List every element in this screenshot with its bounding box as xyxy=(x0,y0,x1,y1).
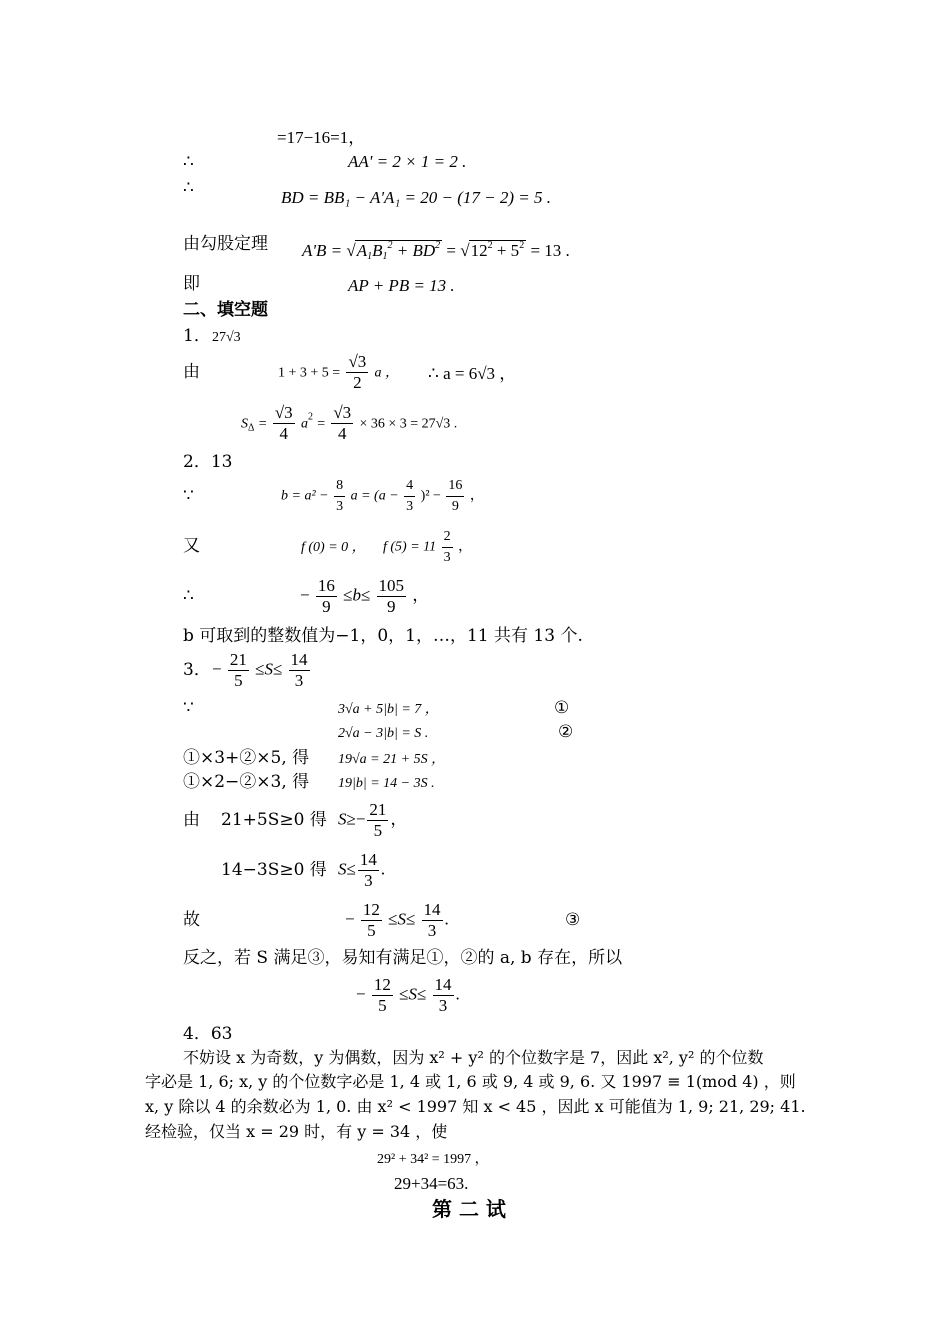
math-text: 1 + 3 + 5 = xyxy=(278,365,341,381)
fraction: $\frac{√3}{4}$ xyxy=(333,403,352,443)
math-text: a = (a − xyxy=(350,488,399,504)
equation-line: f (5) = 11 $\frac{2}{3}$ ， xyxy=(383,529,473,565)
question-number: 2．13 xyxy=(183,452,233,472)
math-text: = xyxy=(446,241,456,260)
equation-line: AA' = 2 × 1 = 2 . xyxy=(348,152,467,171)
paragraph: 不妨设 x 为奇数，y 为偶数，因为 x² + y² 的个位数字是 7，因此 x², y² 的个位数 xyxy=(183,1048,764,1067)
text-label: 即 xyxy=(183,274,200,294)
equation-line: S≥− $\frac{21}{5}$ ， xyxy=(338,800,408,840)
equation-line: − $\frac{12}{5}$ ≤S≤ $\frac{14}{3}$ . xyxy=(356,975,460,1015)
equation-line: 2√a − 3|b| = S . xyxy=(338,726,429,741)
equation-line: f (0) = 0 ， xyxy=(301,540,366,555)
text-label: 由 xyxy=(183,810,200,830)
math-text: = 13 . xyxy=(530,241,570,260)
equation-line: S≤ $\frac{14}{3}$ . xyxy=(338,850,386,890)
text-label: ①×3+②×5, 得 xyxy=(183,748,310,768)
sqrt-expr: $12^2 + 5^2$ xyxy=(470,240,525,260)
condition-text: 21+5S≥0 得 xyxy=(221,810,327,830)
equation-line: $A'B = √A_1B_1^2 + BD^2 = √12^2 + 5^2 = 13$ . xyxy=(302,240,570,262)
text-label: 又 xyxy=(183,536,200,556)
equation-line: b = a² − $\frac{8}{3}$ a = (a − $\frac{4}{3}$ )² − $\frac{16}{9}$ ， xyxy=(281,478,484,514)
equation-line: ∴ a = 6√3 ， xyxy=(428,364,517,383)
question-number: 4．63 xyxy=(183,1024,233,1044)
equation-line: − $\frac{16}{9}$ ≤b≤ $\frac{105}{9}$ ， xyxy=(300,576,430,616)
math-text: b = a² − xyxy=(281,488,329,504)
text-label: 由勾股定理 xyxy=(183,234,268,254)
equation-line: BD = BB₁ − A'A₁ = 20 − (17 − 2) = 5 . xyxy=(281,188,551,207)
paragraph: b 可取到的整数值为−1，0，1，…，11 共有 13 个. xyxy=(183,626,583,646)
equation-line: − $\frac{12}{5}$ ≤S≤ $\frac{14}{3}$ . xyxy=(345,900,449,940)
question-number: 1． xyxy=(183,326,211,346)
because-symbol: ∵ xyxy=(183,486,194,506)
therefore-symbol: ∴ xyxy=(183,178,194,198)
equation-line: 19|b| = 14 − 3S . xyxy=(338,776,435,791)
math-text: A'B = xyxy=(302,241,343,260)
therefore-symbol: ∴ xyxy=(183,586,194,606)
equation-line: AP + PB = 13 . xyxy=(348,276,455,295)
text-label: ①×2−②×3, 得 xyxy=(183,772,310,792)
math-text: )² − xyxy=(420,488,441,504)
therefore-symbol: ∴ xyxy=(183,152,194,172)
answer-text: 27√3 xyxy=(212,330,241,345)
part-heading: 第 二 试 xyxy=(432,1197,506,1221)
equation-line: =17−16=1， xyxy=(277,128,366,147)
fraction: $\frac{√3}{4}$ xyxy=(274,403,293,443)
condition-text: 14−3S≥0 得 xyxy=(221,860,327,880)
sqrt-expr: $A_1B_1^2 + BD^2$ xyxy=(356,240,441,262)
equation-line: 29+34=63. xyxy=(394,1174,469,1193)
math-text: ， xyxy=(412,585,430,605)
math-text: a ， xyxy=(374,365,400,381)
circled-number: ③ xyxy=(565,910,581,930)
section-heading: 二、填空题 xyxy=(183,300,268,320)
paragraph: 经检验，仅当 x = 29 时，有 y = 34 ，使 xyxy=(145,1122,448,1141)
answer-text: − $\frac{21}{5}$ ≤S≤ $\frac{14}{3}$ xyxy=(212,650,308,690)
circled-number: ② xyxy=(558,722,574,742)
text-label: 由 xyxy=(183,362,200,382)
math-text: f (5) = 11 xyxy=(383,539,437,555)
circled-number: ① xyxy=(554,698,570,718)
math-text: × 36 × 3 = 27√3 . xyxy=(359,416,458,432)
question-number: 3． xyxy=(183,660,211,680)
equation-line: 19√a = 21 + 5S ， xyxy=(338,752,446,767)
equation-line xyxy=(278,352,399,393)
paragraph: 字必是 1, 6; x, y 的个位数字必是 1, 4 或 1, 6 或 9, 4 或 9, 6. 又 1997 ≡ 1(mod 4) ，则 xyxy=(145,1072,796,1091)
because-symbol: ∵ xyxy=(183,698,194,718)
fraction: $\frac{√3}{2}$ xyxy=(348,352,367,392)
equation-line: 3√a + 5|b| = 7 ， xyxy=(338,702,439,717)
text-label: 故 xyxy=(183,910,200,930)
paragraph: x, y 除以 4 的余数必为 1, 0. 由 x² < 1997 知 x < 45 ，因此 x 可能值为 1, 9; 21, 29; 41. xyxy=(145,1097,806,1116)
equation-line: $S_\Delta$ = $\frac{√3}{4}$ $a^2$ = $\frac{√3}{4}$ × 36 × 3 = 27√3 . xyxy=(241,403,458,443)
equation-line: 29² + 34² = 1997 ， xyxy=(377,1152,489,1167)
paragraph: 反之，若 S 满足③，易知有满足①，②的 a, b 存在，所以 xyxy=(183,948,623,968)
